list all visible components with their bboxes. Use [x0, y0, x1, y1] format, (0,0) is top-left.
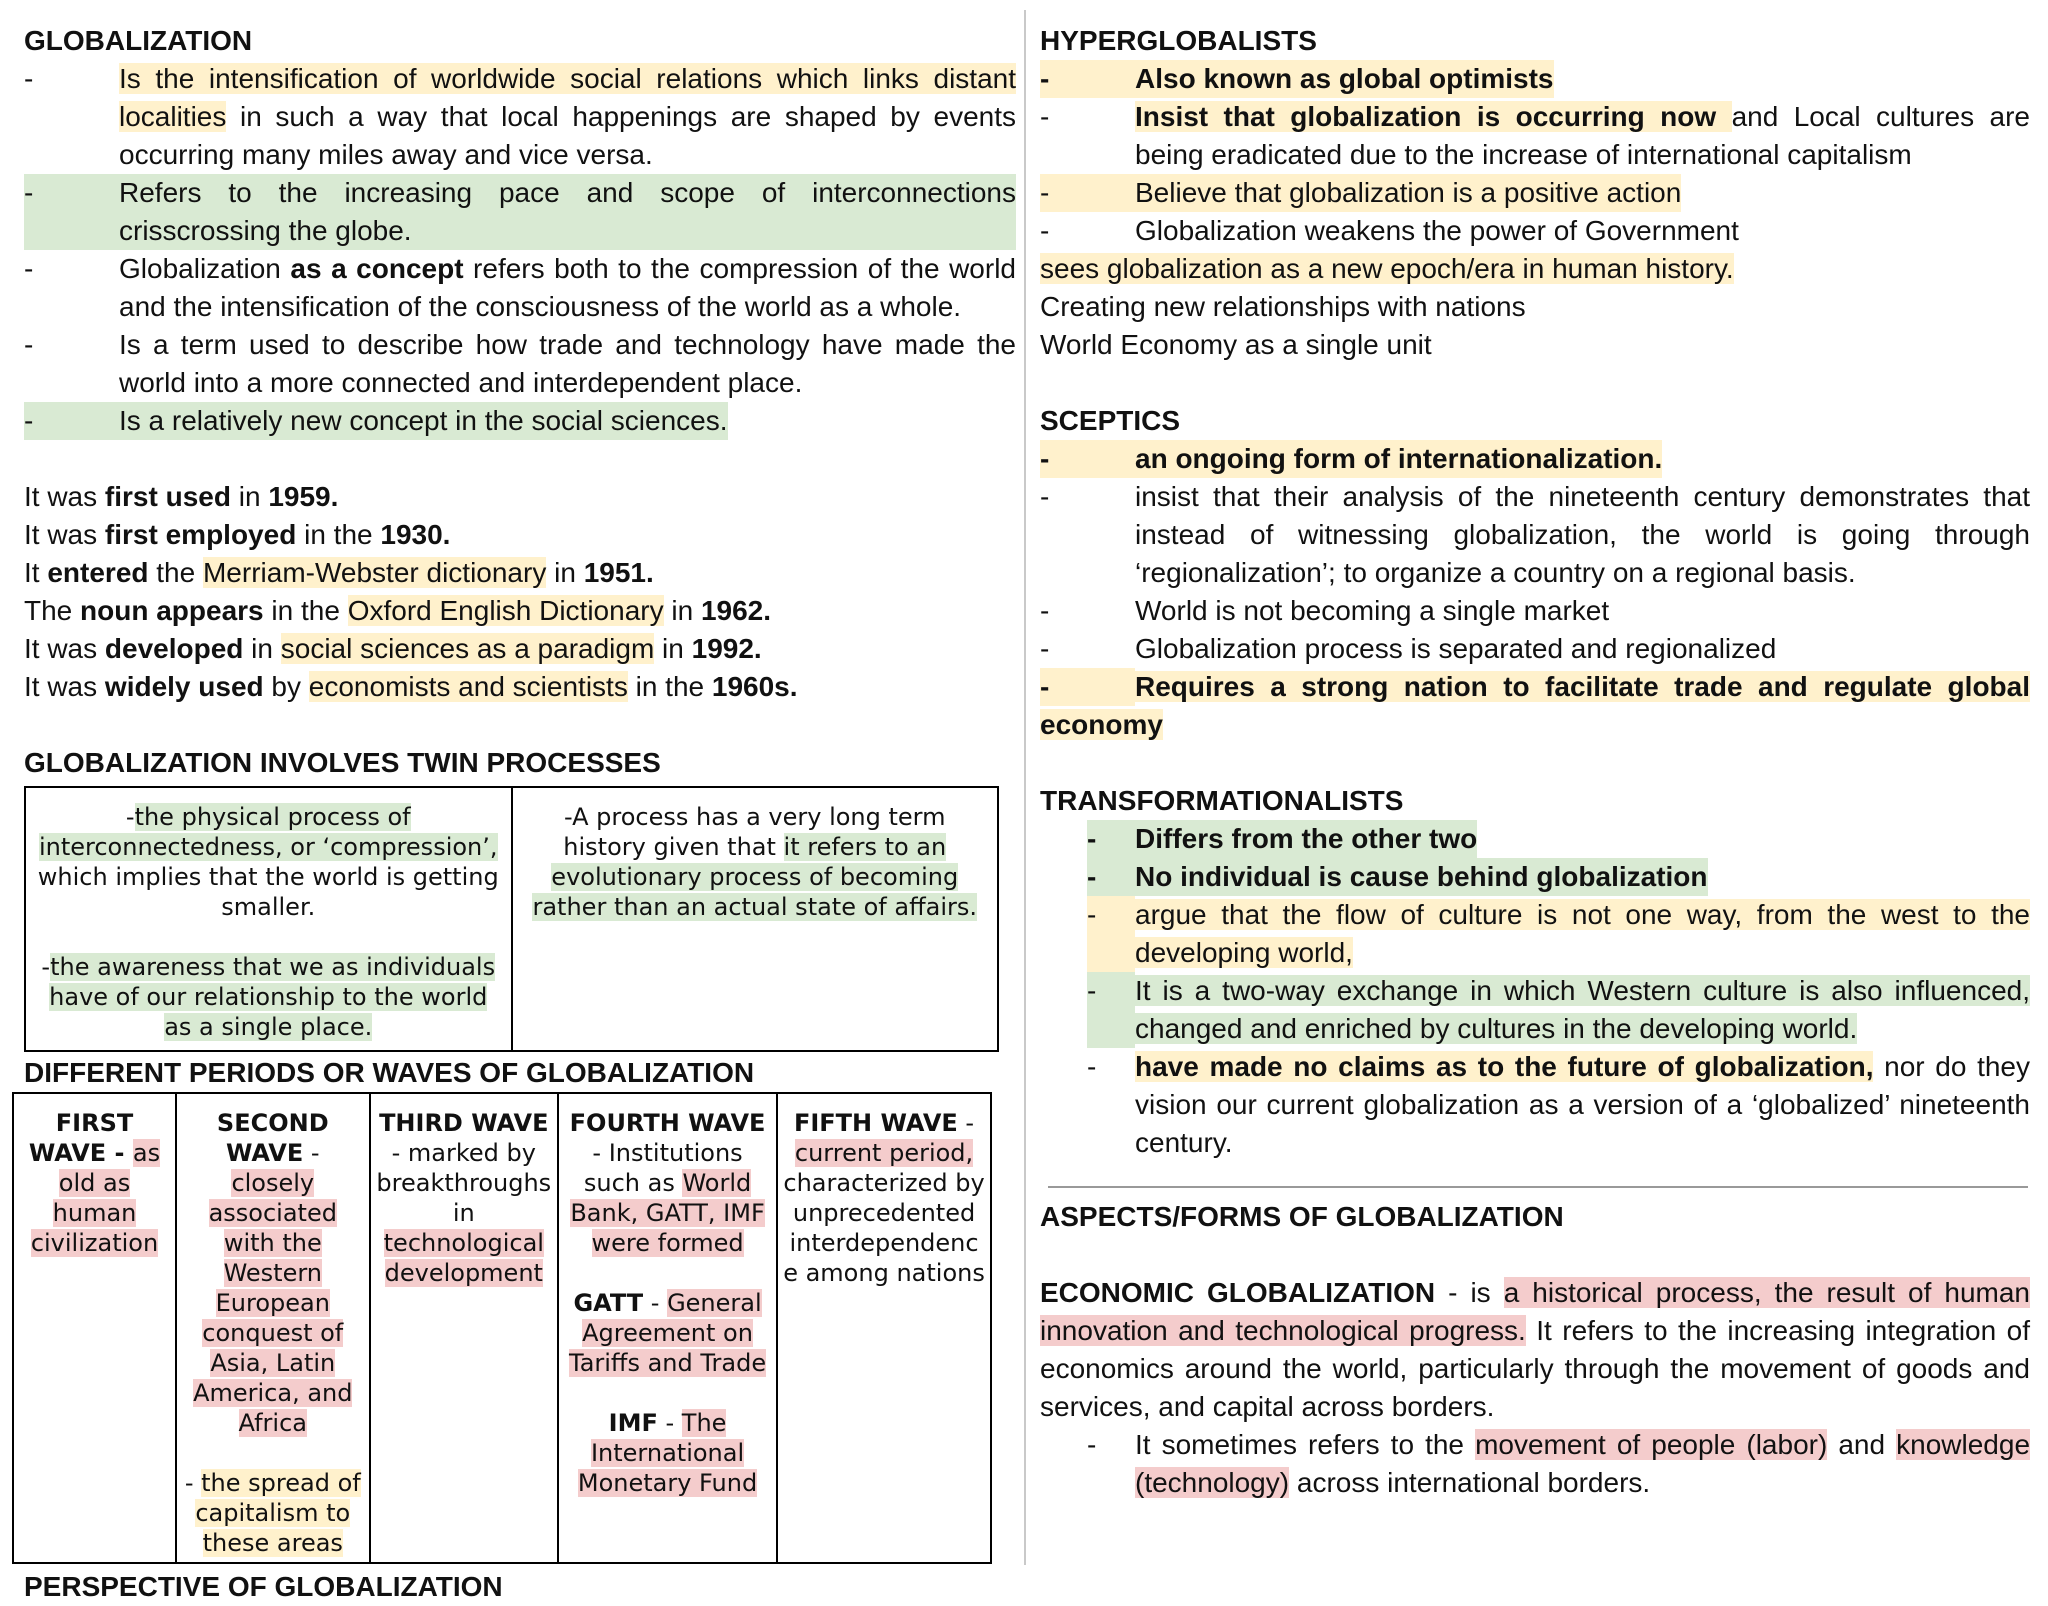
hyper-line: sees globalization as a new epoch/era in human history.: [1040, 253, 1734, 284]
hyper-item: - Insist that globalization is occurring now and Local cultures are being eradicated due to the increase of international capitalism: [1040, 101, 2030, 170]
economic-item: - It sometimes refers to the movement of people (labor) and knowledge (technology) across international borders.: [1087, 1429, 2031, 1498]
perspective-heading: PERSPECTIVE OF GLOBALIZATION: [24, 1571, 503, 1602]
economic-globalization-paragraph: ECONOMIC GLOBALIZATION - is a historical process, the result of human innovation and technological progress. It refers to the increasing integration of economics around the world, particularly through the movement of goods and services, and capital across borders.: [1040, 1277, 2030, 1422]
history-item: It was first used in 1959.: [24, 481, 339, 512]
section-divider: [1048, 1186, 2028, 1188]
fourth-wave-cell: FOURTH WAVE - Institutions such as World Bank, GATT, IMF were formed GATT - General Agreement on Tariffs and Trade IMF - The International Monetary Fund: [558, 1093, 777, 1563]
waves-table: [12, 1092, 992, 1564]
definition-item: - Is a relatively new concept in the social sciences.: [24, 402, 1016, 440]
hyper-item: - Also known as global optimists: [1040, 60, 2030, 98]
column-divider: [1024, 10, 1026, 1565]
sceptics-item: - insist that their analysis of the nineteenth century demonstrates that instead of witnessing globalization, the world is going through ‘regionalization’; to organize a country on a regional basis.: [1040, 481, 2030, 588]
sceptics-item: - Requires a strong nation to facilitate trade and regulate global economy: [1040, 668, 2030, 744]
waves-heading: DIFFERENT PERIODS OR WAVES OF GLOBALIZATION: [24, 1057, 755, 1088]
fifth-wave-cell: FIFTH WAVE - current period, characterized by unprecedented interdependenc e among nations: [777, 1093, 991, 1563]
third-wave-cell: THIRD WAVE - marked by breakthroughs in technological development: [370, 1093, 558, 1563]
trans-item: - No individual is cause behind globalization: [1040, 858, 2030, 896]
first-wave-cell: FIRST WAVE - as old as human civilization: [13, 1093, 176, 1563]
aspects-heading: ASPECTS/FORMS OF GLOBALIZATION: [1040, 1201, 1564, 1232]
globalization-heading: GLOBALIZATION: [24, 25, 253, 56]
second-wave-cell: SECOND WAVE - closely associated with the Western European conquest of Asia, Latin America, and Africa - the spread of capitalism to these areas: [176, 1093, 370, 1563]
sceptics-item: - an ongoing form of internationalization.: [1040, 440, 2030, 478]
definition-item: - Refers to the increasing pace and scope of interconnections crisscrossing the globe.: [24, 174, 1016, 250]
hyperglobalists-heading: HYPERGLOBALISTS: [1040, 25, 1317, 56]
definition-item: - Globalization as a concept refers both to the compression of the world and the intensification of the consciousness of the world as a whole.: [24, 253, 1016, 322]
twin-processes-heading: GLOBALIZATION INVOLVES TWIN PROCESSES: [24, 747, 661, 778]
twin-cell-right: -A process has a very long term history given that it refers to an evolutionary process of becoming rather than an actual state of affairs.: [512, 787, 999, 1051]
twin-processes-table: [24, 786, 999, 1052]
trans-item: - Differs from the other two: [1040, 820, 2030, 858]
sceptics-item: - Globalization process is separated and regionalized: [1040, 633, 1777, 664]
twin-cell-left: -the physical process of interconnectedness, or ‘compression’, which implies that the world is getting smaller. -the awareness that we as individuals have of our relationship to the world as a single place.: [25, 787, 512, 1051]
trans-item: - It is a two-way exchange in which Western culture is also influenced, changed and enriched by cultures in the developing world.: [1040, 972, 2030, 1048]
sceptics-item: - World is not becoming a single market: [1040, 595, 1610, 626]
history-item: It entered the Merriam-Webster dictionary in 1951.: [24, 557, 654, 588]
left-column: [24, 0, 1016, 1606]
definition-item: - Is a term used to describe how trade and technology have made the world into a more connected and interdependent place.: [24, 329, 1016, 398]
right-column: [1040, 0, 2030, 1502]
transformationalists-heading: TRANSFORMATIONALISTS: [1040, 785, 1404, 816]
hyper-line: World Economy as a single unit: [1040, 329, 1432, 360]
sceptics-heading: SCEPTICS: [1040, 405, 1181, 436]
trans-item: - have made no claims as to the future of globalization, nor do they vision our current globalization as a version of a ‘globalized’ nineteenth century.: [1087, 1051, 2030, 1158]
history-item: It was first employed in the 1930.: [24, 519, 451, 550]
trans-item: - argue that the flow of culture is not one way, from the west to the developing world,: [1040, 896, 2030, 972]
history-item: The noun appears in the Oxford English Dictionary in 1962.: [24, 595, 772, 626]
hyper-item: - Believe that globalization is a positive action: [1040, 174, 2030, 212]
history-list: [24, 478, 1016, 706]
definition-item: - Is the intensification of worldwide social relations which links distant localities in such a way that local happenings are shaped by events occurring many miles away and vice versa.: [24, 63, 1016, 170]
history-item: It was widely used by economists and scientists in the 1960s.: [24, 671, 798, 702]
hyper-line: Creating new relationships with nations: [1040, 291, 1526, 322]
hyper-item: - Globalization weakens the power of Government: [1040, 215, 1739, 246]
history-item: It was developed in social sciences as a paradigm in 1992.: [24, 633, 762, 664]
